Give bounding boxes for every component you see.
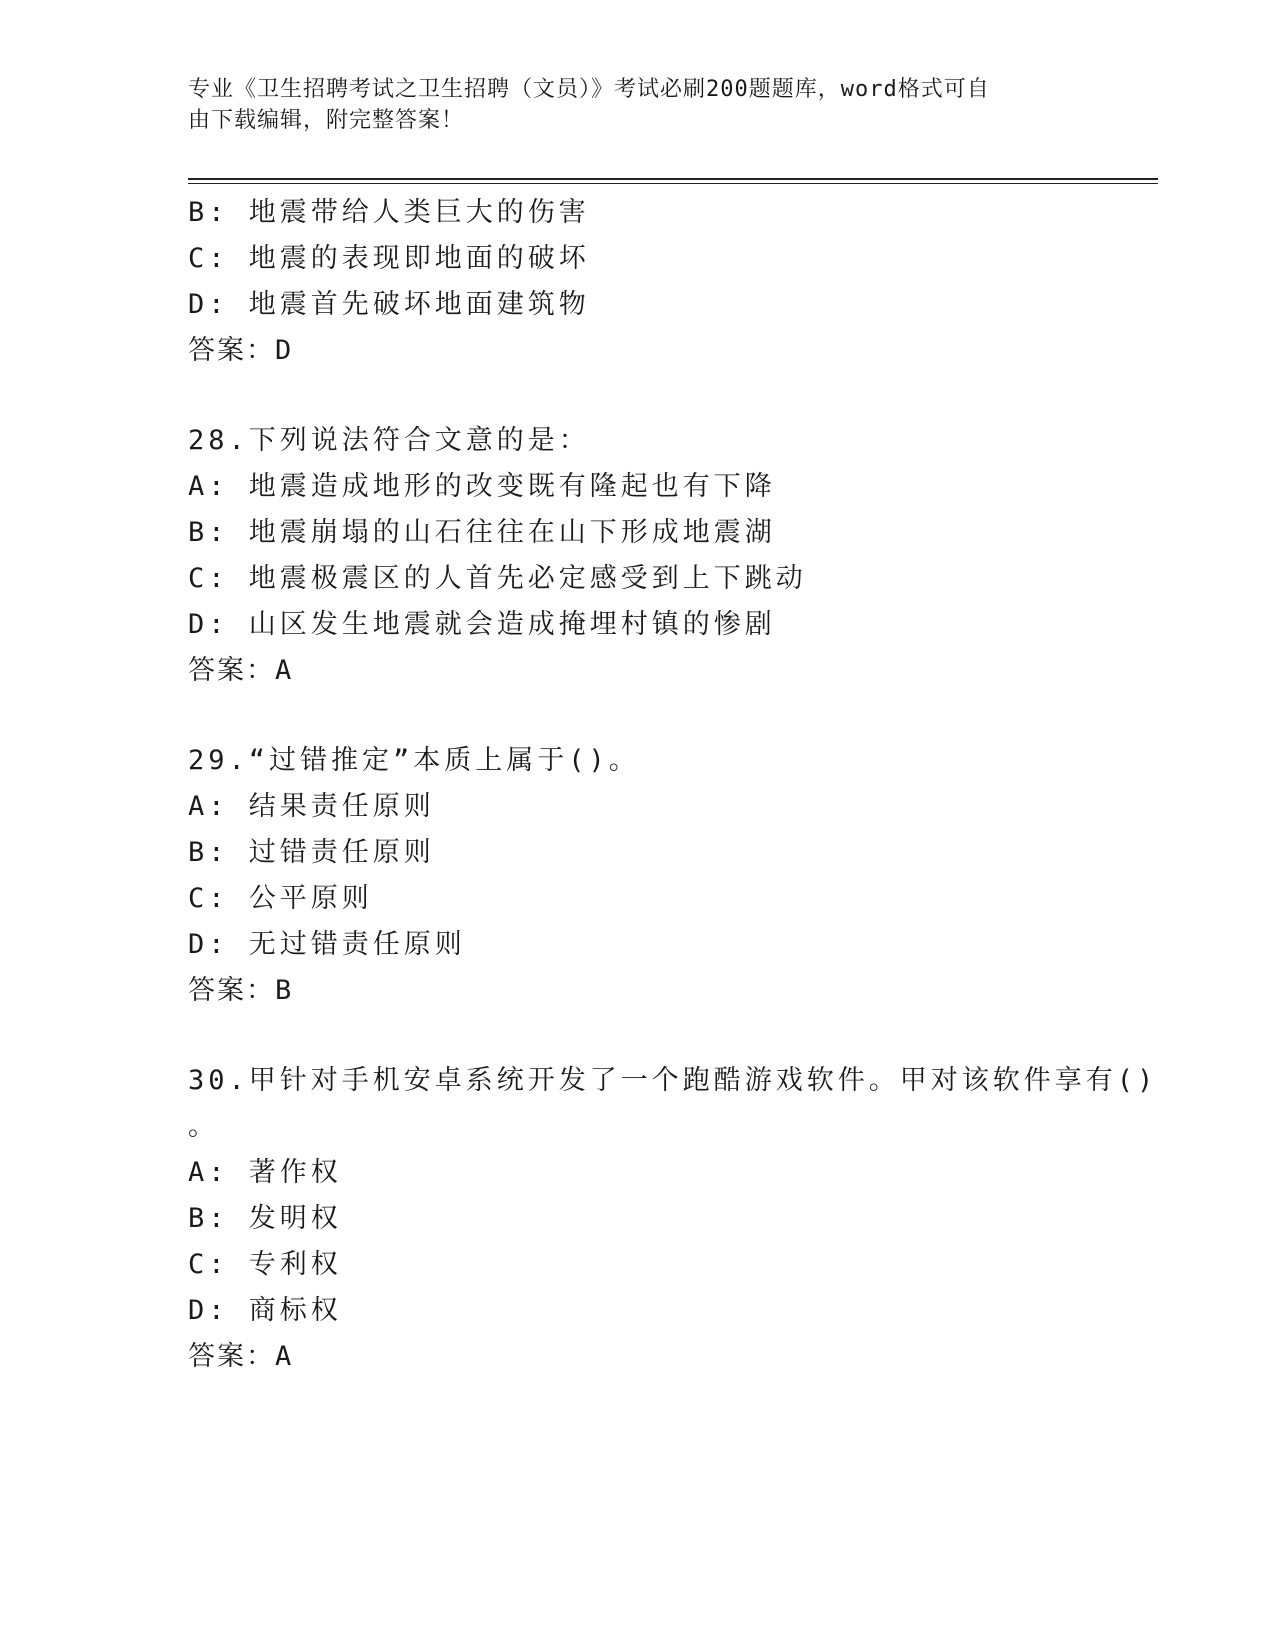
question-30: [188, 1058, 1158, 1380]
option-a: A: 地震造成地形的改变既有隆起也有下降: [188, 471, 776, 502]
question-stem: 28.下列说法符合文意的是：: [188, 425, 590, 456]
header-line-2: 由下载编辑，附完整答案！: [188, 108, 465, 133]
answer-label: 答案：: [188, 975, 275, 1006]
answer-label: 答案：: [188, 1341, 275, 1372]
option-b: B: 发明权: [188, 1203, 342, 1234]
document-header: [188, 74, 1068, 136]
question-partial: [188, 190, 1088, 374]
answer-line: [188, 648, 1088, 694]
question-stem-continuation: 。: [188, 1111, 219, 1142]
answer-label: 答案：: [188, 335, 275, 366]
answer-value: B: [275, 975, 295, 1006]
question-28: [188, 418, 1088, 694]
option-c: C: 公平原则: [188, 883, 373, 914]
option-d: D: 无过错责任原则: [188, 929, 466, 960]
header-divider-thin: [188, 183, 1158, 184]
question-stem: 29.“过错推定”本质上属于()。: [188, 745, 640, 776]
option-b: B: 地震带给人类巨大的伤害: [188, 197, 590, 228]
question-29: [188, 738, 1088, 1014]
option-d: D: 商标权: [188, 1295, 342, 1326]
question-stem: 30.甲针对手机安卓系统开发了一个跑酷游戏软件。甲对该软件享有(): [188, 1065, 1158, 1096]
option-a: A: 结果责任原则: [188, 791, 435, 822]
option-c: C: 地震极震区的人首先必定感受到上下跳动: [188, 563, 807, 594]
answer-value: A: [275, 1341, 295, 1372]
header-divider-thick: [188, 178, 1158, 180]
header-line-1: 专业《卫生招聘考试之卫生招聘（文员）》考试必刷200题题库，word格式可自: [188, 77, 990, 102]
answer-value: D: [275, 335, 295, 366]
option-a: A: 著作权: [188, 1157, 342, 1188]
option-c: C: 地震的表现即地面的破坏: [188, 243, 590, 274]
answer-label: 答案：: [188, 655, 275, 686]
option-b: B: 地震崩塌的山石往往在山下形成地震湖: [188, 517, 776, 548]
answer-line: [188, 968, 1088, 1014]
answer-line: [188, 1334, 1088, 1380]
option-b: B: 过错责任原则: [188, 837, 435, 868]
option-d: D: 山区发生地震就会造成掩埋村镇的惨剧: [188, 609, 776, 640]
answer-line: [188, 328, 1088, 374]
option-d: D: 地震首先破坏地面建筑物: [188, 289, 590, 320]
question-list: [188, 190, 1158, 1380]
answer-value: A: [275, 655, 295, 686]
option-c: C: 专利权: [188, 1249, 342, 1280]
